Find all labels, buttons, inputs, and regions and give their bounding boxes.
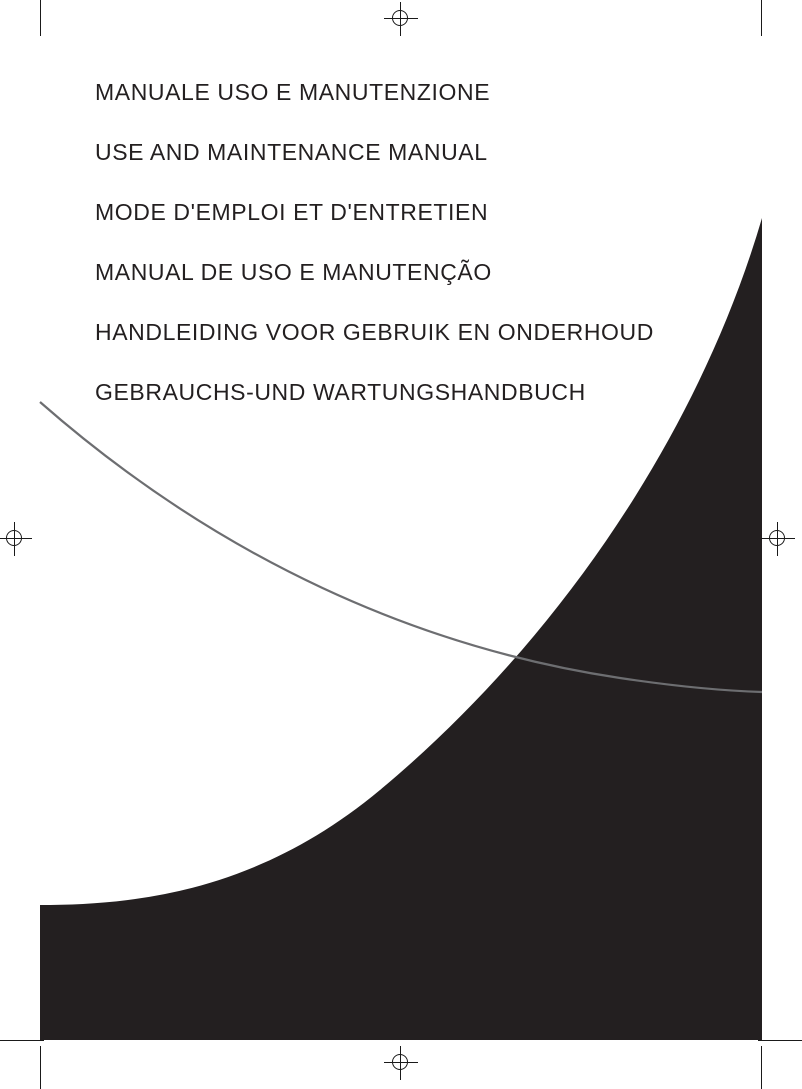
manual-title-german: GEBRAUCHS-UND WARTUNGSHANDBUCH [95, 379, 586, 405]
registration-ring [392, 10, 408, 26]
manual-title-portuguese: MANUAL DE USO E MANUTENÇÃO [95, 259, 492, 285]
title-block [95, 62, 735, 422]
registration-mark-right [761, 522, 795, 556]
registration-ring [392, 1054, 408, 1070]
registration-ring [6, 530, 22, 546]
crop-mark-right-edge [758, 1040, 802, 1041]
crop-mark-bottom-left [40, 1046, 41, 1089]
registration-mark-left [0, 522, 32, 556]
manual-title-dutch: HANDLEIDING VOOR GEBRUIK EN ONDERHOUD [95, 319, 654, 345]
crop-mark-left-edge [0, 1040, 44, 1041]
crop-mark-top-right [761, 0, 762, 36]
crop-mark-bottom-right [761, 1046, 762, 1089]
manual-title-italian: MANUALE USO E MANUTENZIONE [95, 79, 491, 105]
manual-title-french: MODE D'EMPLOI ET D'ENTRETIEN [95, 199, 489, 225]
registration-ring [769, 530, 785, 546]
registration-mark-bottom [384, 1046, 418, 1080]
crop-mark-top-left [40, 0, 41, 36]
manual-title-english: USE AND MAINTENANCE MANUAL [95, 139, 488, 165]
registration-mark-top [384, 2, 418, 36]
